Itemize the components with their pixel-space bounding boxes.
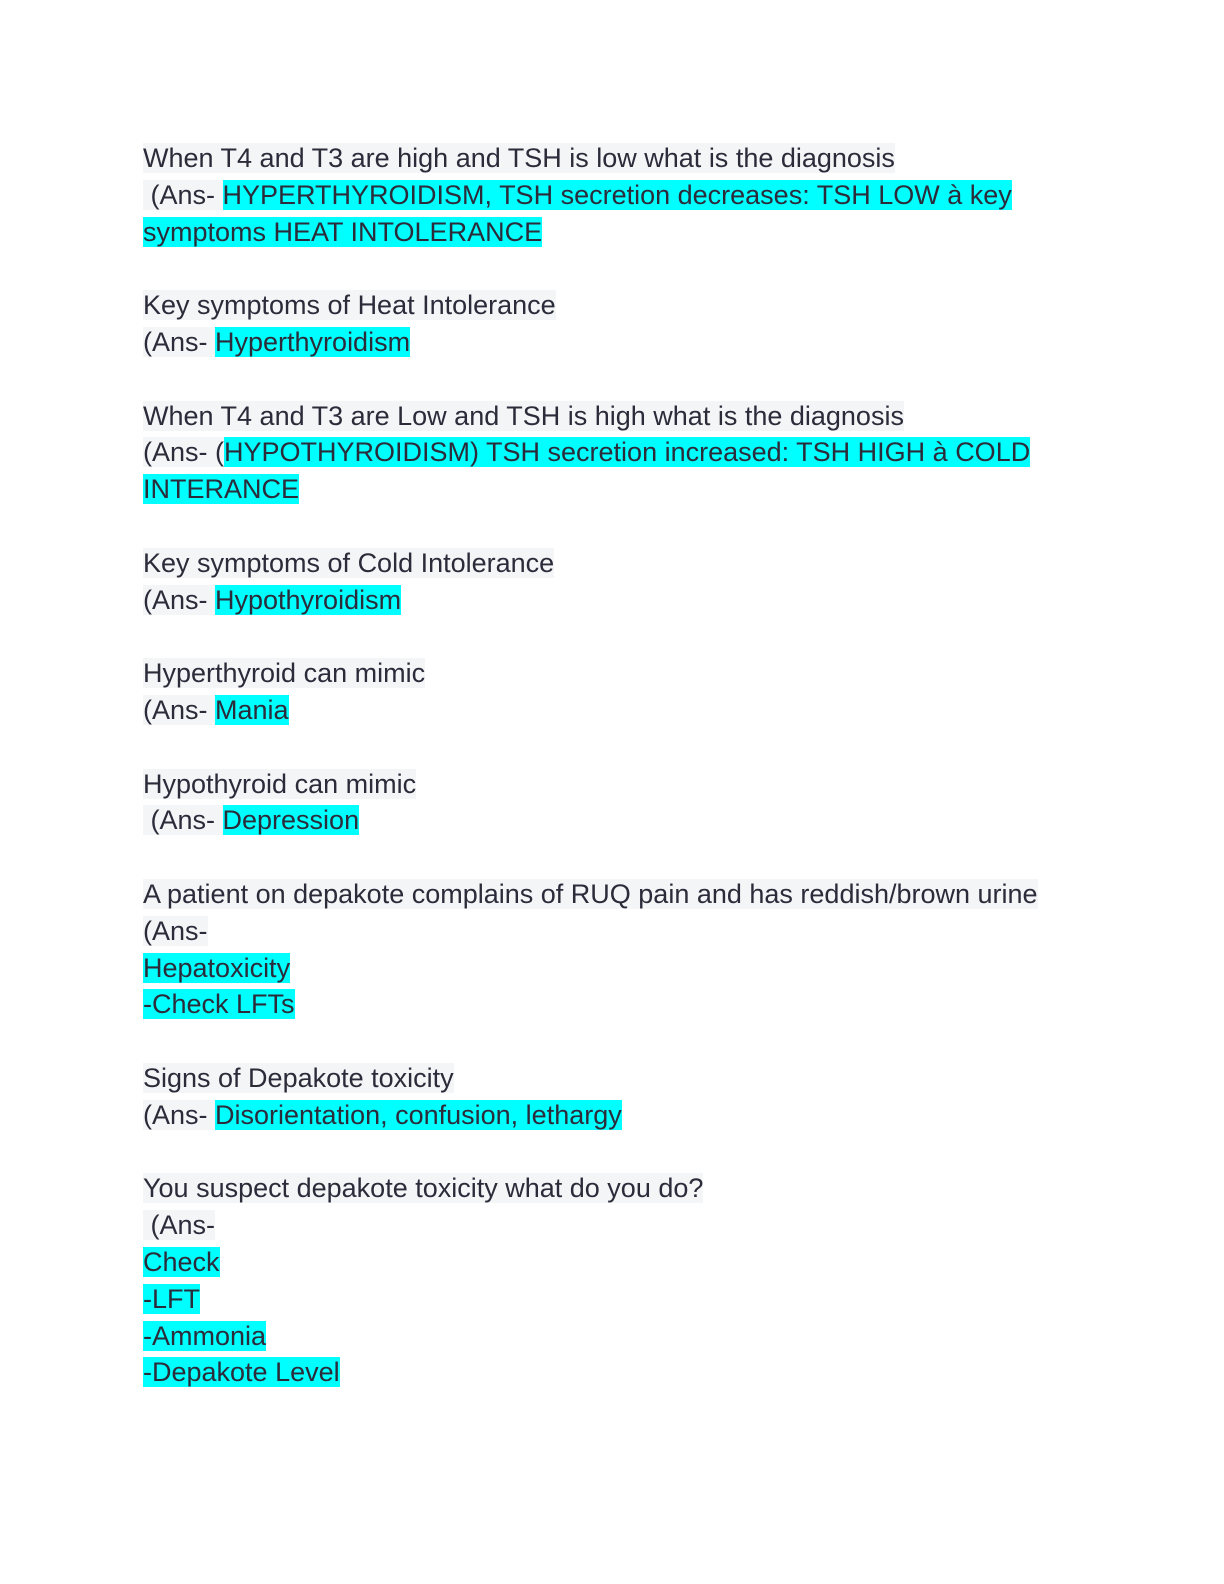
answer-highlight: -Check LFTs <box>143 989 295 1020</box>
question-text: You suspect depakote toxicity what do you do? <box>143 1173 704 1204</box>
answer-1-line-2 <box>143 214 1083 251</box>
question-text: Hyperthyroid can mimic <box>143 658 426 689</box>
answer-2 <box>143 324 1083 361</box>
spacer <box>143 250 1083 287</box>
spacer <box>143 361 1083 398</box>
answer-7-item <box>143 986 1083 1023</box>
question-3 <box>143 398 1083 435</box>
answer-9-item <box>143 1281 1083 1318</box>
answer-7-prefix <box>143 913 1083 950</box>
document-body <box>143 140 1083 1391</box>
spacer <box>143 1134 1083 1171</box>
answer-highlight: Hepatoxicity <box>143 952 291 983</box>
answer-prefix: (Ans- <box>143 179 223 210</box>
answer-prefix: (Ans- <box>143 326 216 357</box>
answer-prefix: (Ans- <box>143 1099 216 1130</box>
answer-9-item <box>143 1318 1083 1355</box>
question-4 <box>143 545 1083 582</box>
answer-3-line-2 <box>143 471 1083 508</box>
answer-highlight: symptoms HEAT INTOLERANCE <box>143 216 543 247</box>
question-9 <box>143 1170 1083 1207</box>
spacer <box>143 618 1083 655</box>
answer-highlight: -Ammonia <box>143 1320 267 1351</box>
question-text: Key symptoms of Cold Intolerance <box>143 547 555 578</box>
answer-prefix: (Ans- <box>143 805 223 836</box>
question-6 <box>143 766 1083 803</box>
answer-5 <box>143 692 1083 729</box>
answer-9-prefix <box>143 1207 1083 1244</box>
question-text: Hypothyroid can mimic <box>143 768 417 799</box>
spacer <box>143 839 1083 876</box>
answer-6 <box>143 802 1083 839</box>
question-text: A patient on depakote complains of RUQ pain and has reddish/brown urine <box>143 878 1038 909</box>
answer-highlight: INTERANCE <box>143 474 300 505</box>
answer-highlight: -Depakote Level <box>143 1357 340 1388</box>
question-text: When T4 and T3 are Low and TSH is high what is the diagnosis <box>143 400 904 431</box>
answer-highlight: -LFT <box>143 1283 200 1314</box>
answer-7-item <box>143 950 1083 987</box>
question-1 <box>143 140 1083 177</box>
answer-highlight: Hyperthyroidism <box>215 326 411 357</box>
answer-highlight: Disorientation, confusion, lethargy <box>215 1099 622 1130</box>
answer-3-line-1 <box>143 434 1083 471</box>
answer-9-item <box>143 1354 1083 1391</box>
question-text: When T4 and T3 are high and TSH is low what is the diagnosis <box>143 143 895 173</box>
answer-8 <box>143 1097 1083 1134</box>
answer-highlight: HYPERTHYROIDISM, TSH secretion decreases: TSH LOW à key <box>222 179 1012 210</box>
spacer <box>143 1023 1083 1060</box>
answer-9-item <box>143 1244 1083 1281</box>
answer-1-line-1 <box>143 177 1083 214</box>
spacer <box>143 508 1083 545</box>
answer-prefix: (Ans- ( <box>143 437 224 468</box>
answer-highlight: Mania <box>215 694 289 725</box>
answer-prefix: (Ans- <box>143 584 216 615</box>
answer-prefix: (Ans- <box>143 1210 216 1241</box>
question-8 <box>143 1060 1083 1097</box>
answer-highlight: Depression <box>222 805 360 836</box>
answer-prefix: (Ans- <box>143 915 208 946</box>
answer-4 <box>143 582 1083 619</box>
answer-highlight: HYPOTHYROIDISM) TSH secretion increased: TSH HIGH à COLD <box>224 437 1031 468</box>
answer-prefix: (Ans- <box>143 694 216 725</box>
question-text: Key symptoms of Heat Intolerance <box>143 290 556 321</box>
spacer <box>143 729 1083 766</box>
question-7 <box>143 876 1083 913</box>
question-text: Signs of Depakote toxicity <box>143 1062 454 1093</box>
question-2 <box>143 287 1083 324</box>
answer-highlight: Hypothyroidism <box>215 584 402 615</box>
question-5 <box>143 655 1083 692</box>
answer-highlight: Check <box>143 1246 220 1277</box>
